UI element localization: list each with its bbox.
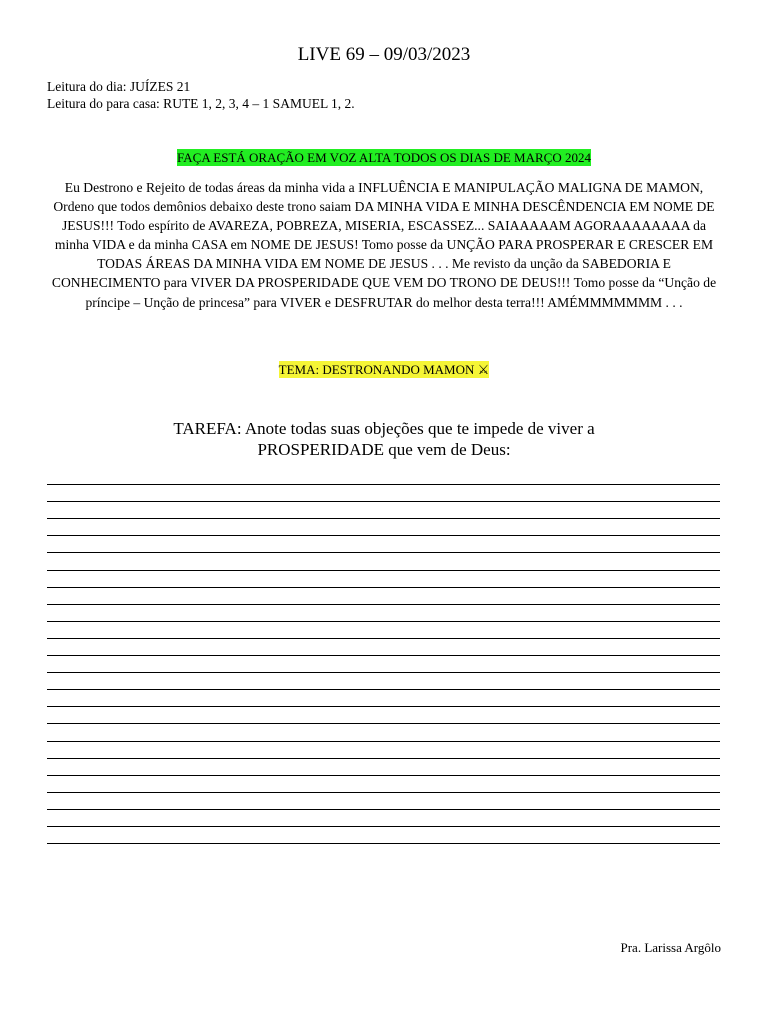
answer-line[interactable]	[47, 793, 720, 810]
answer-line[interactable]	[47, 485, 720, 502]
prayer-instruction	[0, 150, 768, 166]
page-title: LIVE 69 – 09/03/2023	[297, 44, 471, 65]
answer-line[interactable]	[47, 673, 720, 690]
answer-line[interactable]	[47, 707, 720, 724]
task-prompt-line-1: TAREFA: Anote todas suas objeções que te impede de viver a	[173, 419, 595, 438]
task-prompt-line-2: PROSPERIDADE que vem de Deus:	[257, 440, 511, 459]
answer-line[interactable]	[47, 605, 720, 622]
answer-line[interactable]	[47, 536, 720, 553]
task-prompt	[0, 418, 768, 460]
signature: Pra. Larissa Argôlo	[620, 940, 721, 955]
reading-for-home: Leitura do para casa: RUTE 1, 2, 3, 4 – 1 SAMUEL 1, 2.	[47, 96, 355, 111]
answer-line[interactable]	[47, 502, 720, 519]
prayer-text: Eu Destrono e Rejeito de todas áreas da minha vida a INFLUÊNCIA E MANIPULAÇÃO MALIGNA DE MAMON, Ordeno que todos demônios debaixo deste trono saiam DA MINHA VIDA E MINHA DESCÊNDENCIA EM NOME DE JESUS!!! Todo espírito de AVAREZA, POBREZA, MISERIA, ESCASSEZ... SAIAAAAAM AGORAAAAAAAA da minha VIDA e da minha CASA em NOME DE JESUS! Tomo posse da UNÇÃO PARA PROSPERAR E CRESCER EM TODAS ÁREAS DA MINHA VIDA EM NOME DE JESUS . . . Me revisto da unção da SABEDORIA E CONHECIMENTO para VIVER DA PROSPERIDADE QUE VEM DO TRONO DE DEUS!!! Tomo posse da “Unção de príncipe – Unção de princesa” para VIVER e DESFRUTAR do melhor desta terra!!! AMÉMMMMMMM . . .	[51, 180, 717, 310]
answer-line[interactable]	[47, 724, 720, 741]
answer-line[interactable]	[47, 827, 720, 844]
answer-line[interactable]	[47, 742, 720, 759]
answer-line[interactable]	[47, 776, 720, 793]
answer-line[interactable]	[47, 690, 720, 707]
answer-line[interactable]	[47, 759, 720, 776]
answer-line[interactable]	[47, 468, 720, 485]
reading-of-day: Leitura do dia: JUÍZES 21	[47, 79, 191, 94]
answer-line[interactable]	[47, 519, 720, 536]
theme-text: TEMA: DESTRONANDO MAMON ⚔	[278, 362, 490, 377]
answer-line[interactable]	[47, 588, 720, 605]
theme-heading	[0, 362, 768, 378]
answer-lines[interactable]	[47, 468, 720, 844]
answer-line[interactable]	[47, 571, 720, 588]
answer-line[interactable]	[47, 810, 720, 827]
answer-line[interactable]	[47, 622, 720, 639]
answer-line[interactable]	[47, 553, 720, 570]
prayer-instruction-text: FAÇA ESTÁ ORAÇÃO EM VOZ ALTA TODOS OS DIAS DE MARÇO 2024	[177, 150, 591, 165]
answer-line[interactable]	[47, 639, 720, 656]
answer-line[interactable]	[47, 656, 720, 673]
